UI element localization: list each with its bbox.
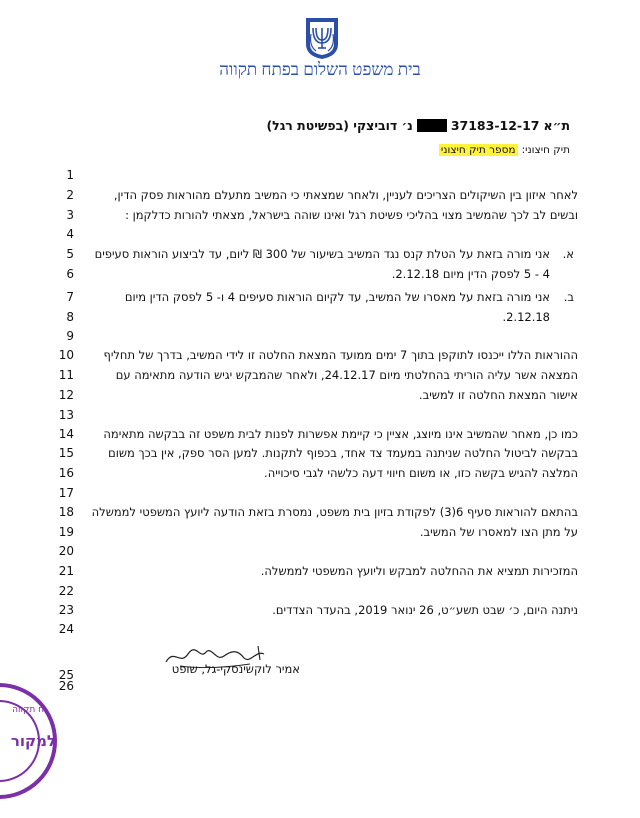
line-number: 18 bbox=[58, 505, 74, 519]
body-line: כמו כן, מאחר שהמשיב אינו מיוצג, אציין כי קיימת אפשרות לפנות לבית משפט זה בבקשה מתאימה bbox=[103, 427, 578, 441]
internal-file-value: מספר תיק חיצוני bbox=[440, 144, 516, 156]
fine-amount: 300 ₪ ליום bbox=[229, 247, 288, 261]
line-number: 23 bbox=[58, 603, 74, 617]
line-number: 12 bbox=[58, 388, 74, 402]
line-number: 2 bbox=[66, 188, 74, 202]
body-line: אישור המצאת החלטה זו למשיב. bbox=[418, 388, 578, 402]
item-a-letter: א. bbox=[562, 247, 574, 261]
internal-file-row bbox=[439, 144, 570, 156]
item-a-text-end: , עד לביצוע הוראות סעיפים bbox=[94, 247, 230, 261]
line-number: 8 bbox=[66, 310, 74, 324]
line-number: 21 bbox=[58, 564, 74, 578]
judge-name: אמיר לוקשינסקי-גל, שופט bbox=[171, 662, 300, 676]
line-number: 22 bbox=[58, 584, 74, 598]
line-number: 9 bbox=[66, 329, 74, 343]
body-line: המלצה להגיש בקשה כזו, או משום חיווי דעה כלשהי לגבי סיכוייה. bbox=[264, 466, 578, 480]
case-parties: נ׳ דוביצקי (בפשיטת רגל) bbox=[266, 118, 413, 133]
item-a-line bbox=[68, 247, 550, 261]
date-line: ניתנה היום, כ׳ שבט תשע״ט, 26 ינואר 2019, בהעדר הצדדים. bbox=[272, 603, 578, 617]
line-number: 17 bbox=[58, 486, 74, 500]
body-line: 4 - 5 לפסק הדין מיום 2.12.18. bbox=[391, 267, 550, 281]
line-number: 25 bbox=[58, 668, 74, 682]
state-emblem-icon bbox=[302, 14, 342, 60]
line-number: 5 bbox=[66, 247, 74, 261]
body-line: 2.12.18. bbox=[502, 310, 550, 324]
line-number: 14 bbox=[58, 427, 74, 441]
line-number: 20 bbox=[58, 544, 74, 558]
body-line: המצאה אשר עליה הוריתי בהחלטתי מיום 24.12.17, ולאחר שהמבקש יגיש הודעה מתאימה עם bbox=[115, 368, 578, 382]
body-line: בהתאם להוראות סעיף 6(3) לפקודת בזיון בית משפט, נמסרת בזאת הודעה ליועץ המשפטי לממשלה bbox=[91, 505, 578, 519]
redaction-block bbox=[417, 119, 447, 132]
secretariat-instruction: המזכירות תמציא את ההחלטה למבקש וליועץ המשפטי לממשלה. bbox=[260, 564, 578, 578]
line-number: 6 bbox=[66, 267, 74, 281]
item-b-line bbox=[68, 290, 550, 304]
line-number: 4 bbox=[66, 227, 74, 241]
secretariat-line bbox=[68, 564, 578, 578]
stamp-ring-text: ח תקווה bbox=[12, 705, 44, 715]
body-line: בבקשה לביטול החלטה שניתנה במעמד צד אחד, בכפוף לתקנות. למען הסר ספק, אין בכך משום bbox=[108, 446, 578, 460]
line-number: 13 bbox=[58, 408, 74, 422]
line-number: 15 bbox=[58, 446, 74, 460]
stamp-center-text: למקור bbox=[10, 732, 56, 750]
item-b-text-end: , עד לקיום הוראות סעיפים 4 ו- 5 לפסק הדין מיום bbox=[124, 290, 369, 304]
internal-file-label: תיק חיצוני: bbox=[521, 144, 570, 156]
case-title bbox=[266, 118, 570, 133]
body-line: ובשים לב לכך שהמשיב מצוי בהליכי פשיטת רגל ואינו שוהה בישראל, מצאתי להורות כדלקמן : bbox=[125, 208, 578, 222]
court-stamp bbox=[0, 682, 58, 800]
line-number: 26 bbox=[58, 679, 74, 693]
line-number: 16 bbox=[58, 466, 74, 480]
court-name: בית משפט השלום בפתח תקווה bbox=[219, 60, 421, 79]
body-line: לאחר איזון בין השיקולים הצריכים לעניין, ולאחר שמצאתי כי המשיב מתעלם מהוראות פסק הדין, bbox=[113, 188, 578, 202]
body-line: ההוראות הללו ייכנסו לתוקפן בתוך 7 ימים ממועד המצאת החלטה זו לידי המשיב, בדרך של תחליף bbox=[103, 348, 578, 362]
line-number: 1 bbox=[66, 168, 74, 182]
line-number: 3 bbox=[66, 208, 74, 222]
arrest-order: אני מורה בזאת על מאסרו של המשיב bbox=[368, 290, 550, 304]
item-b-letter: ב. bbox=[563, 290, 574, 304]
line-number: 10 bbox=[58, 348, 74, 362]
body-line: על מתן הצו למאסרו של המשיב. bbox=[419, 525, 578, 539]
line-number: 19 bbox=[58, 525, 74, 539]
case-number: 37183-12-17 bbox=[450, 118, 540, 133]
case-prefix: ת״א bbox=[543, 118, 570, 133]
item-a-text: אני מורה בזאת על הטלת קנס נגד המשיב בשיעור של bbox=[291, 247, 550, 261]
line-number: 24 bbox=[58, 622, 74, 636]
line-number: 11 bbox=[58, 368, 74, 382]
line-number: 7 bbox=[66, 290, 74, 304]
